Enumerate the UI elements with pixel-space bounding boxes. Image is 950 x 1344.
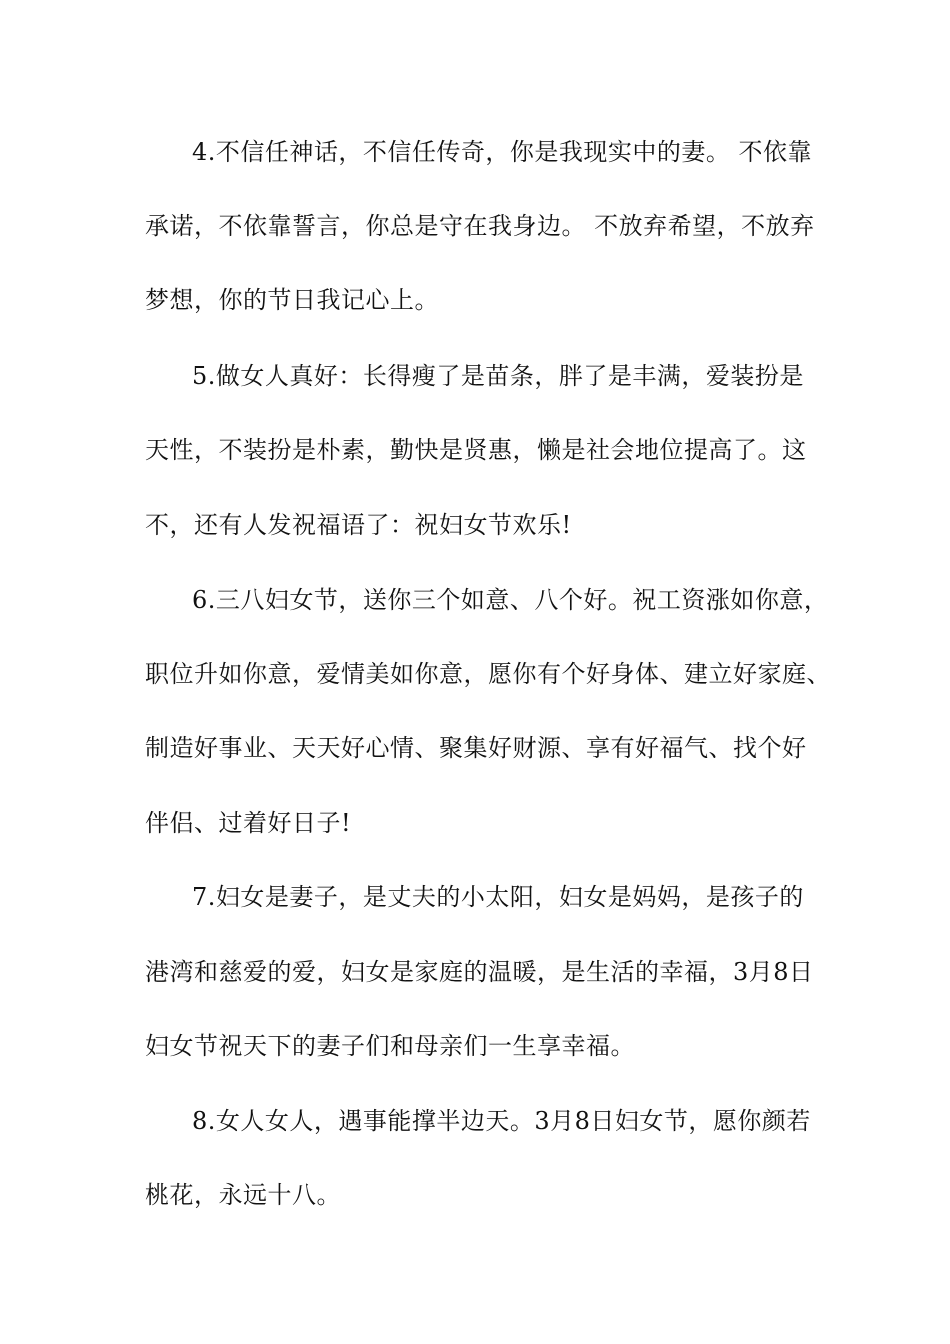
paragraph-line bbox=[0, 952, 950, 992]
line-text: 梦想，你的节日我记心上。 bbox=[145, 286, 439, 314]
paragraph-line bbox=[0, 505, 950, 545]
paragraph-line bbox=[0, 430, 950, 470]
paragraph-line bbox=[0, 280, 950, 320]
line-text: 4.不信任神话，不信任传奇，你是我现实中的妻。 不依靠 bbox=[192, 138, 813, 166]
line-text: 制造好事业、天天好心情、聚集好财源、享有好福气、找个好 bbox=[145, 734, 807, 762]
line-text: 天性，不装扮是朴素，勤快是贤惠，懒是社会地位提高了。这 bbox=[145, 436, 807, 464]
paragraph-line bbox=[0, 356, 950, 396]
line-text: 5.做女人真好：长得瘦了是苗条，胖了是丰满，爱装扮是 bbox=[192, 362, 804, 390]
paragraph-line bbox=[0, 580, 950, 620]
paragraph-line bbox=[0, 877, 950, 917]
paragraph-line bbox=[0, 206, 950, 246]
line-text: 6.三八妇女节，送你三个如意、八个好。祝工资涨如你意， bbox=[192, 586, 829, 614]
paragraph-line bbox=[0, 1101, 950, 1141]
line-text: 桃花，永远十八。 bbox=[145, 1181, 341, 1209]
paragraph-line bbox=[0, 1026, 950, 1066]
line-text: 承诺，不依靠誓言，你总是守在我身边。 不放弃希望，不放弃 bbox=[145, 212, 815, 240]
paragraph-line bbox=[0, 132, 950, 172]
paragraph-line bbox=[0, 1175, 950, 1215]
paragraph-line bbox=[0, 803, 950, 843]
line-text: 不，还有人发祝福语了：祝妇女节欢乐! bbox=[145, 511, 572, 539]
line-text: 伴侣、过着好日子! bbox=[145, 809, 352, 837]
line-text: 妇女节祝天下的妻子们和母亲们一生享幸福。 bbox=[145, 1032, 635, 1060]
line-text: 8.女人女人，遇事能撑半边天。3月8日妇女节，愿你颜若 bbox=[192, 1107, 811, 1135]
line-text: 职位升如你意，爱情美如你意，愿你有个好身体、建立好家庭、 bbox=[145, 660, 831, 688]
paragraph-line bbox=[0, 654, 950, 694]
line-text: 港湾和慈爱的爱，妇女是家庭的温暖，是生活的幸福，3月8日 bbox=[145, 958, 814, 986]
line-text: 7.妇女是妻子，是丈夫的小太阳，妇女是妈妈，是孩子的 bbox=[192, 883, 804, 911]
paragraph-line bbox=[0, 728, 950, 768]
